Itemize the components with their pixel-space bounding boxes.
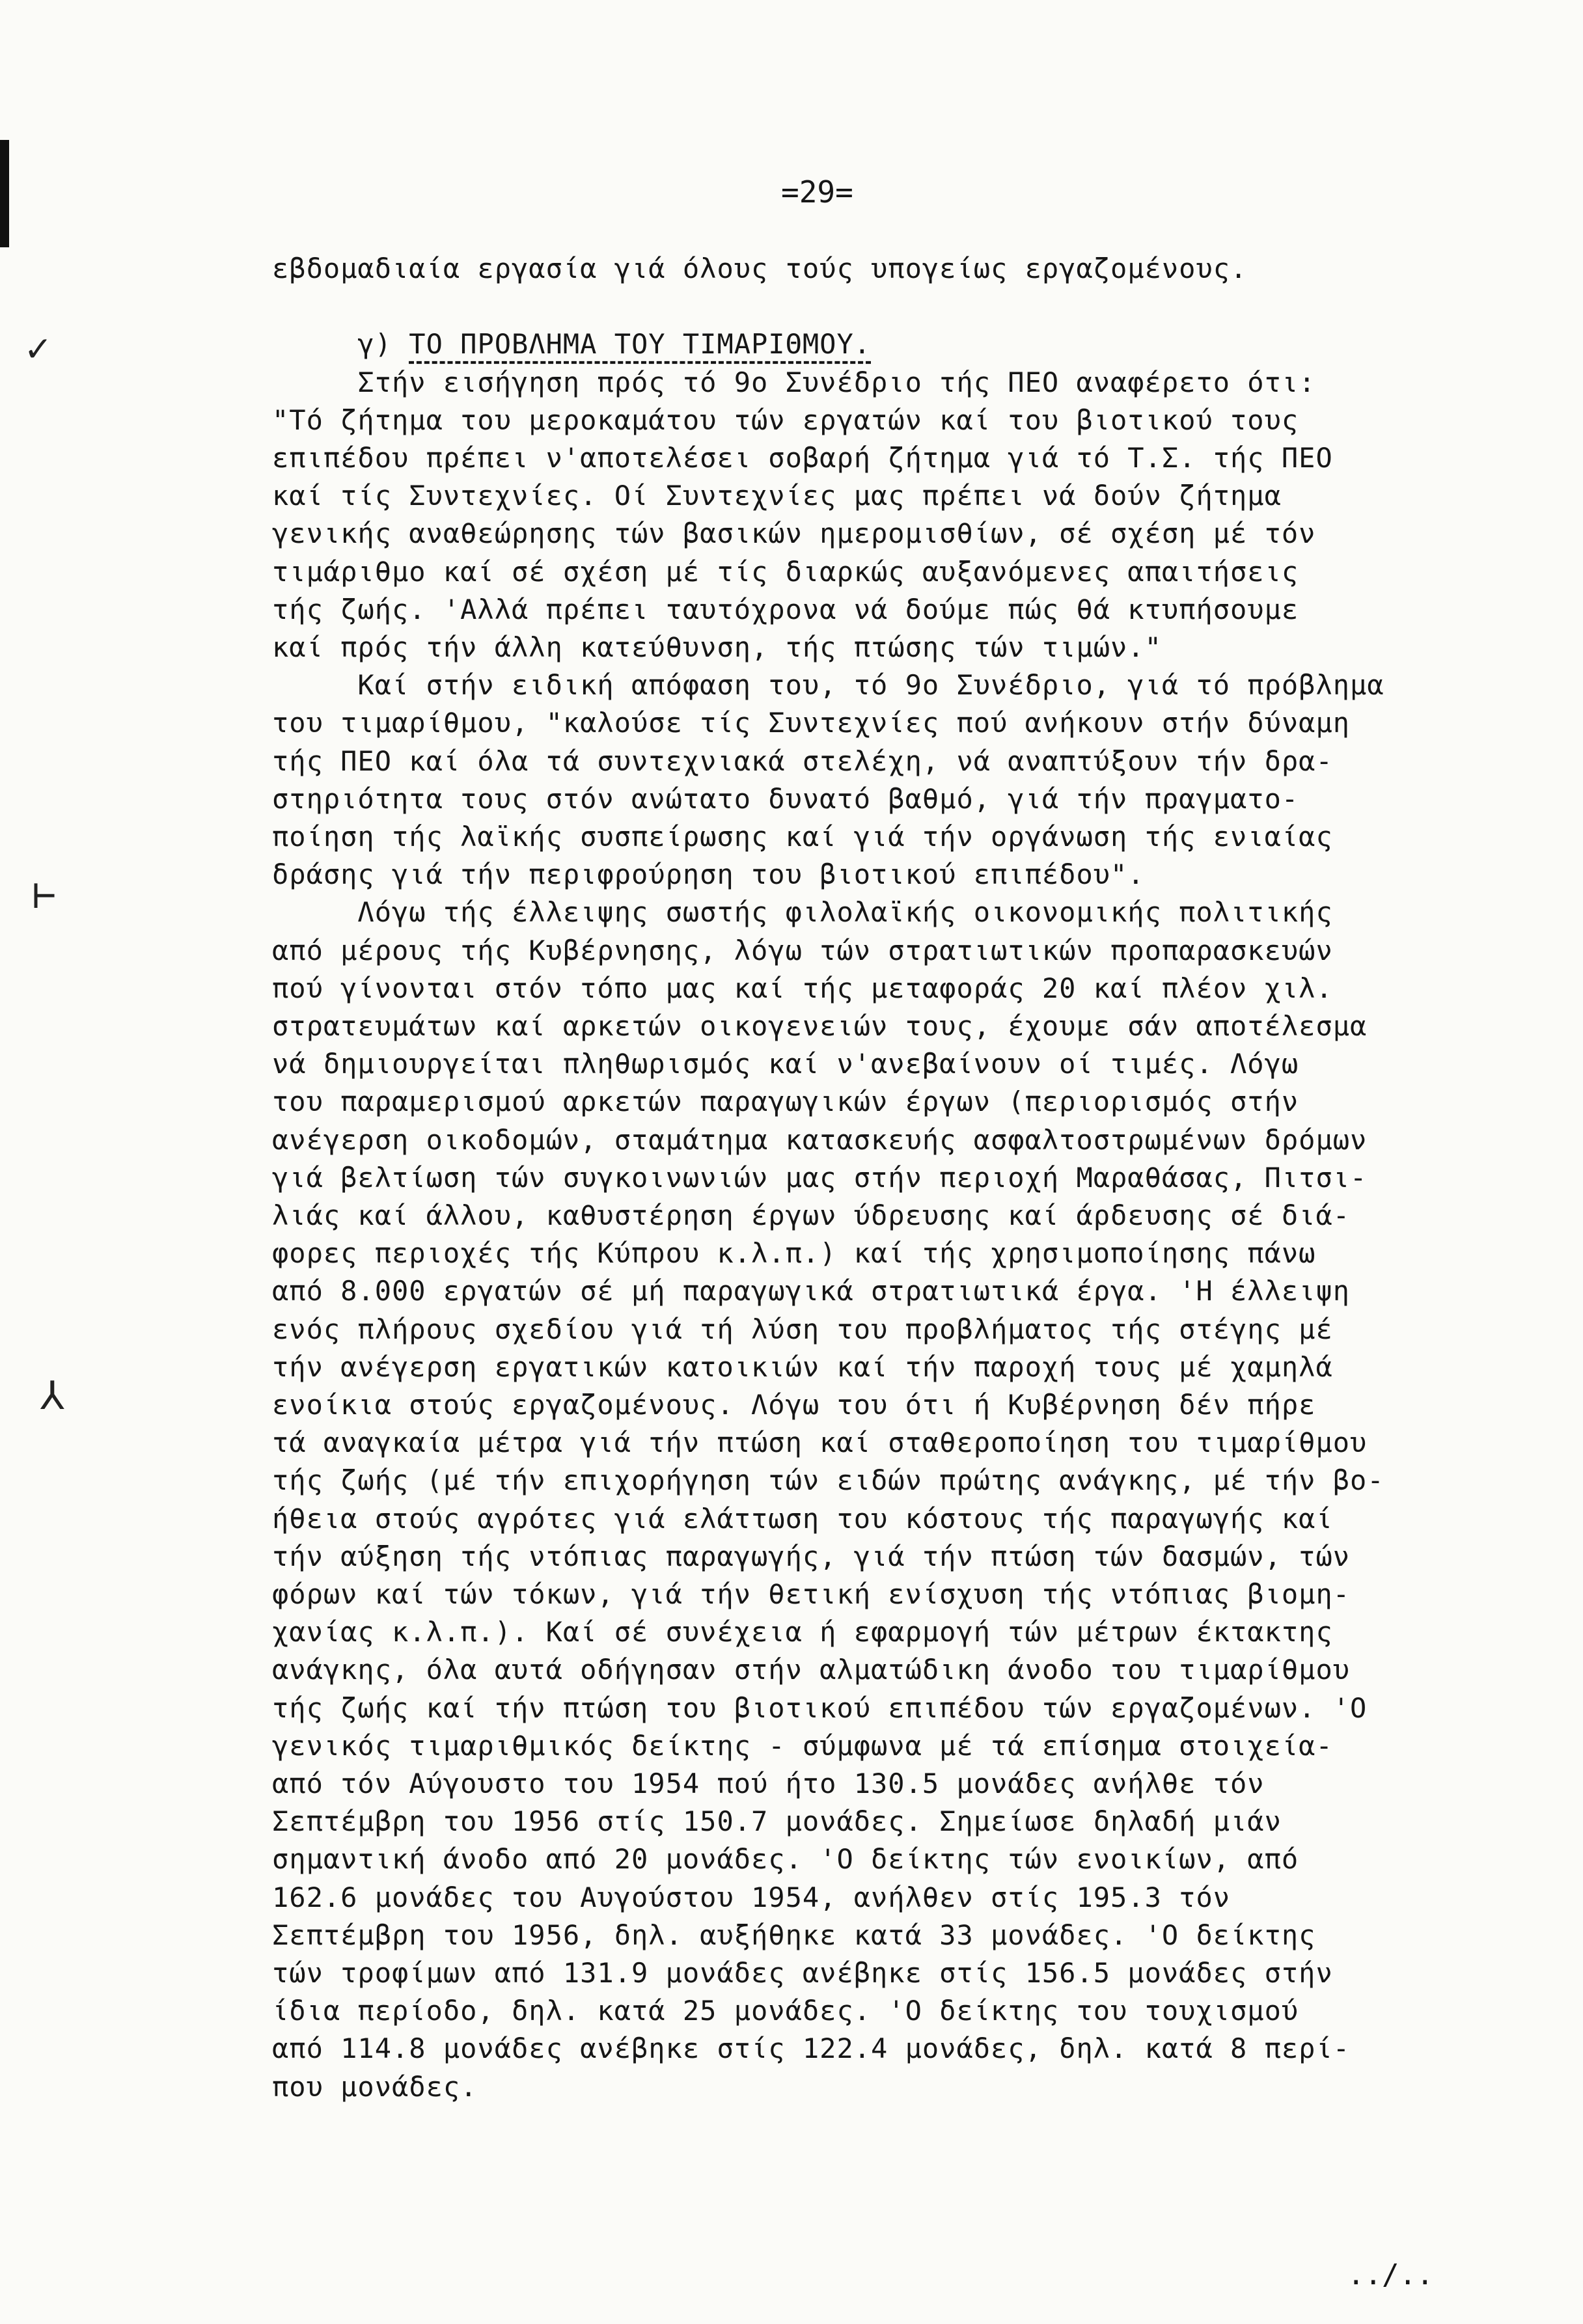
text-line: τών τροφίμων από 131.9 μονάδες ανέβηκε στίς 156.5 μονάδες στήν — [272, 1957, 1333, 1989]
text-line: από τόν Αύγουστο του 1954 πού ήτο 130.5 μονάδες ανήλθε τόν — [272, 1768, 1265, 1799]
text-line: Λόγω τής έλλειψης σωστής φιλολαϊκής οικονομικής πολιτικής — [272, 896, 1333, 929]
text-line: φορες περιοχές τής Κύπρου κ.λ.π.) καί τής χρησιμοποίησης πάνω — [272, 1237, 1316, 1270]
margin-mark: ✓ — [26, 325, 50, 371]
text-line: ενός πλήρους σχεδίου γιά τή λύση του προβλήματος τής στέγης μέ — [272, 1313, 1333, 1345]
text-line: τής ΠΕΟ καί όλα τά συντεχνιακά στελέχη, νά αναπτύξουν τήν δρα- — [272, 745, 1333, 777]
text-line: γενικής αναθεώρησης τών βασικών ημερομισθίων, σέ σχέση μέ τόν — [272, 517, 1316, 550]
section-heading: ΤΟ ΠΡΟΒΛΗΜΑ ΤΟΥ ΤΙΜΑΡΙΘΜΟΥ. — [409, 328, 872, 361]
text-line: τής ζωής καί τήν πτώση του βιοτικού επιπέδου τών εργαζομένων. 'Ο — [272, 1691, 1368, 1724]
binding-mark — [0, 140, 9, 247]
text-line: στρατευμάτων καί αρκετών οικογενειών τους, έχουμε σάν αποτέλεσμα — [272, 1010, 1368, 1042]
text-line: Σεπτέμβρη του 1956 στίς 150.7 μονάδες. Σημείωσε δηλαδή μιάν — [272, 1805, 1282, 1838]
text-line: εβδομαδιαία εργασία γιά όλους τούς υπογείως εργαζομένους. — [272, 253, 1248, 284]
text-line: του τιμαρίθμου, "καλούσε τίς Συντεχνίες πού ανήκουν στήν δύναμη — [272, 707, 1351, 739]
text-line: σημαντική άνοδο από 20 μονάδες. 'Ο δείκτης τών ενοικίων, από — [272, 1843, 1299, 1876]
text-line: τής ζωής. 'Αλλά πρέπει ταυτόχρονα νά δούμε πώς θά κτυπήσουμε — [272, 593, 1299, 625]
text-line: τής ζωής (μέ τήν επιχορήγηση τών ειδών πρώτης ανάγκης, μέ τήν βο- — [272, 1464, 1384, 1497]
text-line: φόρων καί τών τόκων, γιά τήν θετική ενίσχυση τής ντόπιας βιομη- — [272, 1578, 1351, 1610]
text-line: ίδια περίοδο, δηλ. κατά 25 μονάδες. 'Ο δείκτης του τουχισμού — [272, 1995, 1299, 2027]
text-line: 162.6 μονάδες του Αυγούστου 1954, ανήλθεν στίς 195.3 τόν — [272, 1881, 1231, 1913]
continuation-mark: ../.. — [1347, 2258, 1434, 2291]
text-line: τιμάριθμο καί σέ σχέση μέ τίς διαρκώς αυξανόμενες απαιτήσεις — [272, 555, 1299, 588]
text-line: Στήν εισήγηση πρός τό 9ο Συνέδριο τής ΠΕΟ αναφέρετο ότι: — [272, 366, 1316, 398]
text-line: γενικός τιμαριθμικός δείκτης - σύμφωνα μέ τά επίσημα στοιχεία- — [272, 1729, 1333, 1762]
margin-mark: ⊢ — [33, 872, 57, 918]
page-number: =29= — [781, 174, 853, 210]
text-line: Σεπτέμβρη του 1956, δηλ. αυξήθηκε κατά 33 μονάδες. 'Ο δείκτης — [272, 1919, 1316, 1951]
text-line: καί πρός τήν άλλη κατεύθυνση, τής πτώσης τών τιμών." — [272, 631, 1162, 663]
text-line: "Τό ζήτημα του μεροκαμάτου τών εργατών καί του βιοτικού τους — [272, 403, 1299, 436]
text-line: ήθεια στούς αγρότες γιά ελάττωση του κόστους τής παραγωγής καί — [272, 1502, 1333, 1535]
text-line: από μέρους τής Κυβέρνησης, λόγω τών στρατιωτικών προπαρασκευών — [272, 934, 1333, 966]
text-line: ανάγκης, όλα αυτά οδήγησαν στήν αλματώδικη άνοδο του τιμαρίθμου — [272, 1654, 1351, 1686]
text-line: καί τίς Συντεχνίες. Οί Συντεχνίες μας πρέπει νά δούν ζήτημα — [272, 480, 1282, 512]
text-line: που μονάδες. — [272, 2070, 478, 2103]
text-line: από 114.8 μονάδες ανέβηκε στίς 122.4 μονάδες, δηλ. κατά 8 περί- — [272, 2032, 1351, 2065]
text-line: από 8.000 εργατών σέ μή παραγωγικά στρατιωτικά έργα. 'Η έλλειψη — [272, 1275, 1351, 1307]
text-line: του παραμερισμού αρκετών παραγωγικών έργων (περιορισμός στήν — [272, 1086, 1299, 1118]
text-line: τήν ανέγερση εργατικών κατοικιών καί τήν παροχή τους μέ χαμηλά — [272, 1350, 1333, 1383]
text-line: νά δημιουργείται πληθωρισμός καί ν'ανεβαίνουν οί τιμές. Λόγω — [272, 1048, 1299, 1080]
heading-prefix: γ) — [272, 328, 409, 361]
text-line: λιάς καί άλλου, καθυστέρηση έργων ύδρευσης καί άρδευσης σέ διά- — [272, 1199, 1351, 1231]
text-line: τά αναγκαία μέτρα γιά τήν πτώση καί σταθεροποίηση του τιμαρίθμου — [272, 1427, 1368, 1459]
text-line: Καί στήν ειδική απόφαση του, τό 9ο Συνέδριο, γιά τό πρόβλημα — [272, 669, 1384, 702]
text-line: δράσης γιά τήν περιφρούρηση του βιοτικού επιπέδου". — [272, 858, 1145, 891]
text-line: πού γίνονται στόν τόπο μας καί τής μεταφοράς 20 καί πλέον χιλ. — [272, 972, 1333, 1004]
margin-mark: ⅄ — [40, 1373, 64, 1419]
text-line: τήν αύξηση τής ντόπιας παραγωγής, γιά τήν πτώση τών δασμών, τών — [272, 1540, 1351, 1572]
text-line: στηριότητα τους στόν ανώτατο δυνατό βαθμό, γιά τήν πραγματο- — [272, 782, 1299, 815]
text-line: επιπέδου πρέπει ν'αποτελέσει σοβαρή ζήτημα γιά τό Τ.Σ. τής ΠΕΟ — [272, 442, 1333, 474]
text-line — [272, 328, 872, 361]
text-line: ποίηση τής λαϊκής συσπείρωσης καί γιά τήν οργάνωση τής ενιαίας — [272, 821, 1333, 853]
text-line: ενοίκια στούς εργαζομένους. Λόγω του ότι ή Κυβέρνηση δέν πήρε — [272, 1389, 1316, 1421]
text-line: γιά βελτίωση τών συγκοινωνιών μας στήν περιοχή Μαραθάσας, Πιτσι- — [272, 1161, 1368, 1194]
text-line: χανίας κ.λ.π.). Καί σέ συνέχεια ή εφαρμογή τών μέτρων έκτακτης — [272, 1616, 1333, 1648]
text-line: ανέγερση οικοδομών, σταμάτημα κατασκευής ασφαλτοστρωμένων δρόμων — [272, 1123, 1368, 1156]
